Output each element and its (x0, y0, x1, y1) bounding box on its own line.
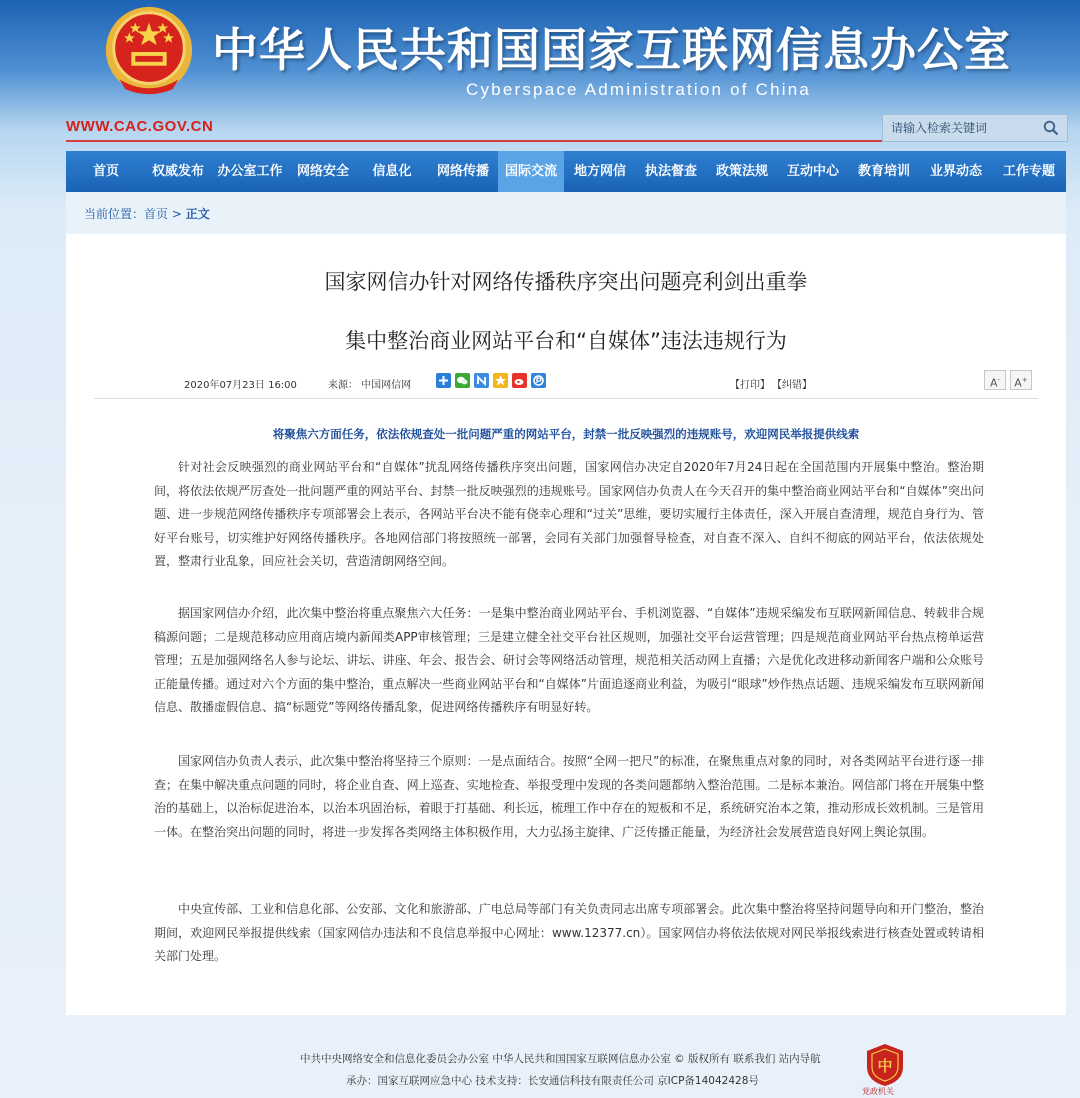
search-icon[interactable] (1043, 120, 1059, 136)
national-emblem-icon (100, 3, 198, 101)
article-paragraph-3: 国家网信办负责人表示，此次集中整治将坚持三个原则：一是点面结合。按照“全网一把尺”的标准，在聚焦重点对象的同时，对各类网站平台进行逐一排查；在集中解决重点问题的同时，将企业自查、网上巡查、实地检查、举报受理中发现的各类问题都纳入整治范围。二是标本兼治。网信部门将在开展集中整治的基础上，以治标促进治本，以治本巩固治标，着眼于打基础、利长远，梳理工作中存在的短板和不足，系统研究治本之策，推动形成长效机制。三是管用一体。在整治突出问题的同时，将进一步发挥各类网络主体积极作用，大力弘扬主旋律、广泛传播正能量，为经济社会发展营造良好网上舆论氛围。 (154, 754, 984, 839)
font-increase-button[interactable]: A+ (1010, 370, 1032, 390)
print-link[interactable]: 【打印】 (730, 380, 770, 391)
font-decrease-button[interactable]: A- (984, 370, 1006, 390)
nav-item-home[interactable]: 首页 (92, 164, 119, 179)
search-input[interactable] (883, 115, 1033, 141)
header-divider (66, 140, 1014, 142)
article-date: 2020年07月23日 16:00 (184, 380, 297, 391)
nav-item-authoritative-release[interactable]: 权威发布 (151, 164, 204, 179)
article-paragraph-4: 中央宣传部、工业和信息化部、公安部、文化和旅游部、广电总局等部门有关负责同志出席专项部署会。此次集中整治将坚持问题导向和开门整治，整治期间，欢迎网民举报提供线索（国家网信办违法和不良信息举报中心网址：www.12377.cn）。国家网信办将依法依规对网民举报线索进行核查处置或转请相关部门处理。 (154, 902, 984, 963)
article-title-line1: 国家网信办针对网络传播秩序突出问题亮利剑出重拳 (324, 270, 808, 294)
site-title: 中华人民共和国国家互联网信息办公室 (212, 23, 1011, 77)
share-p-icon[interactable] (531, 373, 546, 388)
site-footer (0, 1015, 1080, 1098)
breadcrumb (84, 205, 210, 222)
article-paragraph-1: 针对社会反映强烈的商业网站平台和“自媒体”扰乱网络传播秩序突出问题，国家网信办决定自2020年7月24日起在全国范围内开展集中整治。整治期间，将依法依规严厉查处一批问题严重的网站平台、封禁一批反映强烈的违规账号。国家网信办负责人在今天召开的集中整治商业网站平台和“自媒体”突出问题、进一步规范网络传播秩序专项部署会上表示，各网站平台决不能有侥幸心理和“过关”思维，要切实履行主体责任，深入开展自查清理，规范自身行为、管好平台账号，切实维护好网络传播秩序。各地网信部门将按照统一部署，会同有关部门加强督导检查，对自查不深入、自纠不彻底的网站平台，依法依规处置，整肃行业乱象，回应社会关切，营造清朗网络空间。 (154, 460, 984, 568)
nav-item-education-training[interactable]: 教育培训 (857, 164, 910, 179)
nav-item-interaction-center[interactable]: 互动中心 (786, 164, 839, 179)
breadcrumb-prefix: 当前位置： (84, 207, 145, 221)
nav-item-network-communication[interactable]: 网络传播 (436, 164, 489, 179)
nav-item-cybersecurity[interactable]: 网络安全 (296, 164, 349, 179)
footer-badge-label: 党政机关 (862, 1087, 894, 1096)
weibo-icon[interactable] (512, 373, 527, 388)
nav-item-local-cac[interactable]: 地方网信 (573, 164, 626, 179)
nav-item-law-enforcement[interactable]: 执法督查 (644, 164, 697, 179)
nav-item-international-exchange[interactable]: 国际交流 (498, 151, 564, 192)
site-header (0, 0, 1080, 150)
site-subtitle: Cyberspace Administration of China (466, 80, 812, 99)
party-badge-icon[interactable] (866, 1043, 904, 1087)
nav-item-informatization[interactable]: 信息化 (372, 164, 412, 179)
footer-credits: 承办：国家互联网应急中心 技术支持：长安通信科技有限责任公司 京ICP备14042428号 (346, 1075, 759, 1087)
content-panel (66, 192, 1066, 1015)
article-paragraph-2: 据国家网信办介绍，此次集中整治将重点聚焦六大任务：一是集中整治商业网站平台、手机浏览器、“自媒体”违规采编发布互联网新闻信息、转载非合规稿源问题；二是规范移动应用商店境内新闻类APP审核管理；三是建立健全社交平台社区规则，加强社交平台运营管理；四是规范商业网站平台热点榜单运营管理；五是加强网络名人参与论坛、讲坛、讲座、年会、报告会、研讨会等网络活动管理，规范相关活动网上直播；六是优化改进移动新闻客户端和公众账号正能量传播。通过对六个方面的集中整治，重点解决一些商业网站平台和“自媒体”片面追逐商业利益，为吸引“眼球”炒作热点话题、违规采编发布互联网新闻信息、散播虚假信息、搞“标题党”等网络传播乱象，促进网络传播秩序有明显好转。 (154, 606, 984, 714)
nav-item-special-topics[interactable]: 工作专题 (1002, 164, 1055, 179)
footer-copyright: 中共中央网络安全和信息化委员会办公室 中华人民共和国国家互联网信息办公室 © 版权所有 联系我们 站内导航 (300, 1053, 821, 1065)
correct-link[interactable]: 【纠错】 (772, 380, 812, 391)
breadcrumb-separator: > (168, 207, 186, 221)
font-decrease-label: A (989, 376, 998, 390)
nav-item-office-work[interactable]: 办公室工作 (217, 164, 283, 179)
nav-item-industry-news[interactable]: 业界动态 (929, 164, 982, 179)
font-increase-label: A (1014, 376, 1022, 390)
meta-divider (94, 398, 1038, 399)
nav-item-policies-regulations[interactable]: 政策法规 (715, 164, 768, 179)
wechat-icon[interactable] (455, 373, 470, 388)
article-title-line2: 集中整治商业网站平台和“自媒体”违法违规行为 (345, 329, 787, 353)
share-toolbar (436, 373, 546, 388)
article-source: 来源： 中国网信网 (328, 380, 412, 391)
search-box (882, 114, 1068, 142)
svg-text:中: 中 (877, 1057, 893, 1075)
breadcrumb-bar (66, 192, 1066, 234)
qzone-icon[interactable] (493, 373, 508, 388)
share-n-icon[interactable] (474, 373, 489, 388)
site-url-link[interactable]: WWW.CAC.GOV.CN (66, 118, 214, 135)
main-nav (66, 151, 1066, 192)
breadcrumb-home-link[interactable]: 首页 (144, 207, 169, 221)
share-plus-icon[interactable] (436, 373, 451, 388)
article-summary: 将聚焦六方面任务，依法依规查处一批问题严重的网站平台，封禁一批反映强烈的违规账号，欢迎网民举报提供线索 (272, 427, 860, 441)
breadcrumb-current: 正文 (185, 207, 210, 221)
